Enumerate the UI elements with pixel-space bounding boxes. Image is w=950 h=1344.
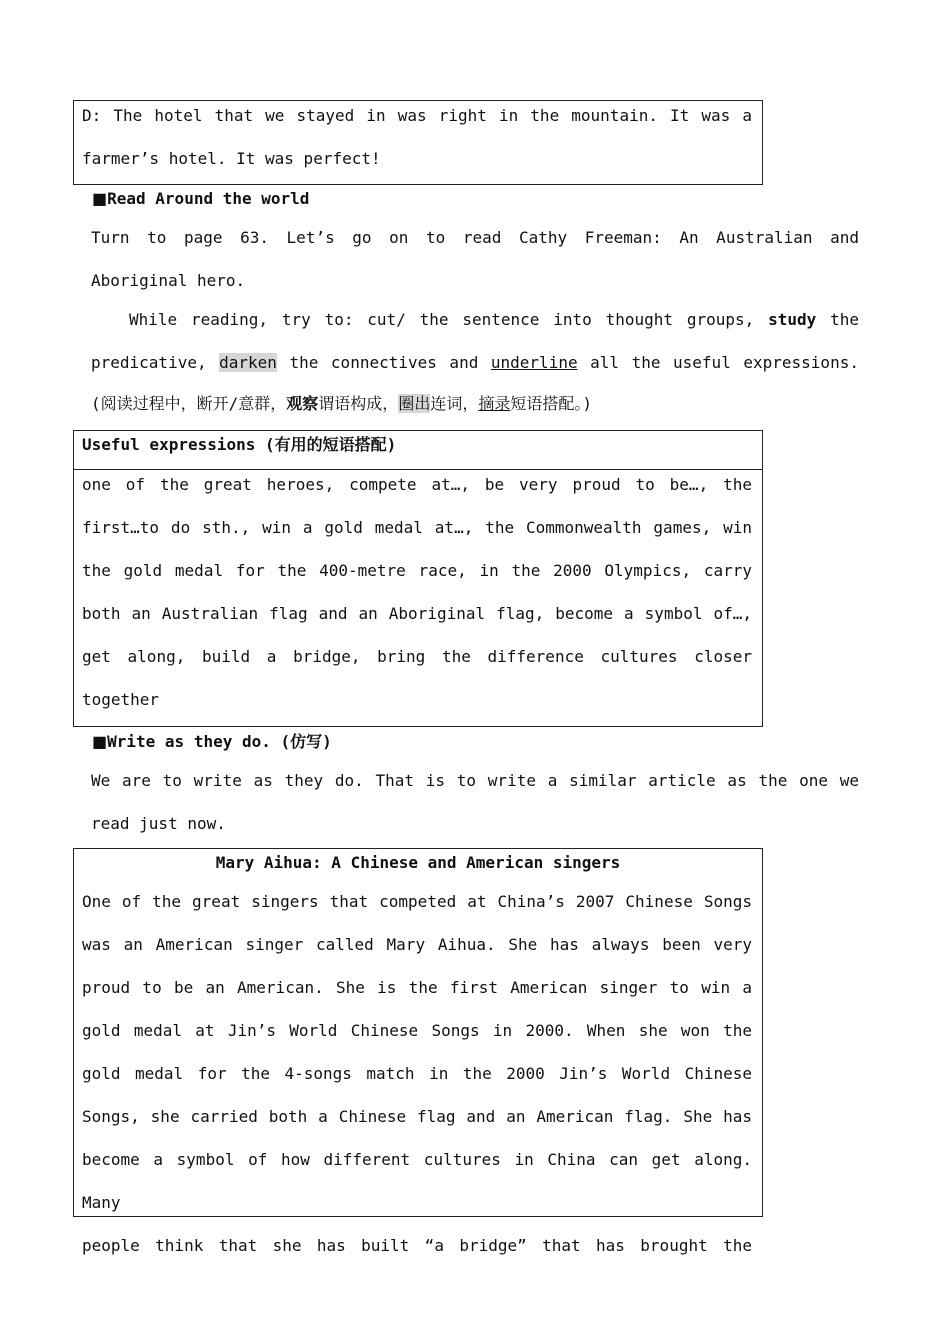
article-line: proud to be an American. She is the first American singer to win a [82,978,752,997]
read-heading-text: Read Around the world [107,189,310,208]
useful-expressions-list [82,463,752,721]
instruction-cn-copy: 摘录 [478,394,511,413]
article-line: become a symbol of how different cultures in China can get along. Many [82,1150,752,1212]
article-box [73,848,763,1255]
write-intro-line: We are to write as they do. That is to write a similar article as the one we [91,771,859,790]
instruction-study-word: study [768,310,817,329]
article-line: One of the great singers that competed at China’s 2007 Chinese Songs [82,892,752,911]
square-bullet-icon: ■ [92,189,108,208]
instruction-cn-observe: 观察 [286,394,319,413]
instruction-text: all the useful expressions. [590,353,859,372]
useful-expression-line: together [82,690,160,709]
instruction-text: predicative, [91,353,207,372]
useful-expressions-box [73,430,763,727]
read-intro [91,216,859,302]
instruction-darken-word: darken [219,353,277,372]
instruction-underline-word: underline [490,353,578,372]
write-intro-line: read just now. [91,814,226,833]
instruction-cn-text: (阅读过程中，断开/意群， [91,394,287,413]
useful-expression-line: one of the great heroes, compete at…, be very proud to be…, the [82,475,752,494]
dialogue-text [82,94,752,180]
article-title: Mary Aihua: A Chinese and American singers [215,853,621,872]
reading-instructions [91,298,859,424]
write-section-heading [92,730,332,754]
article-body [82,880,752,1267]
read-intro-line: Aboriginal hero. [91,271,246,290]
useful-expressions-header: Useful expressions (有用的短语搭配) [82,435,397,454]
dialogue-line: farmer’s hotel. It was perfect! [82,149,381,168]
useful-expression-line: both an Australian flag and an Aboriginal flag, become a symbol of…, [82,604,752,623]
dialogue-box [73,100,763,185]
instruction-line [91,341,859,384]
read-intro-line: Turn to page 63. Let’s go on to read Cathy Freeman: An Australian and [91,228,859,247]
article-line: was an American singer called Mary Aihua. She has always been very [82,935,752,954]
article-line: gold medal at Jin’s World Chinese Songs in 2000. When she won the [82,1021,752,1040]
square-bullet-icon: ■ [92,732,108,751]
instruction-cn-text: 短语搭配。) [510,394,592,413]
instruction-chinese-line [91,384,859,424]
article-line: Songs, she carried both a Chinese flag and an American flag. She has [82,1107,752,1126]
dialogue-line: D: The hotel that we stayed in was right in the mountain. It was a [82,106,752,125]
useful-expression-line: the gold medal for the 400-metre race, in the 2000 Olympics, carry [82,561,752,580]
useful-expression-line: first…to do sth., win a gold medal at…, the Commonwealth games, win [82,518,752,537]
write-heading-text: Write as they do. (仿写) [107,732,332,751]
instruction-cn-text: 连词， [430,394,479,413]
instruction-text: the connectives and [289,353,479,372]
instruction-cn-circle: 圈出 [398,394,431,413]
instruction-text: the [830,310,859,329]
article-line: people think that she has built “a bridge” that has brought the [82,1236,752,1255]
instruction-cn-text: 谓语构成， [318,394,399,413]
article-line: gold medal for the 4-songs match in the 2000 Jin’s World Chinese [82,1064,752,1083]
read-section-heading [92,187,309,211]
write-intro [91,759,859,845]
useful-expression-line: get along, build a bridge, bring the difference cultures closer [82,647,752,666]
instruction-line [91,298,859,341]
instruction-text: While reading, try to: cut/ the sentence into thought groups, [129,310,755,329]
